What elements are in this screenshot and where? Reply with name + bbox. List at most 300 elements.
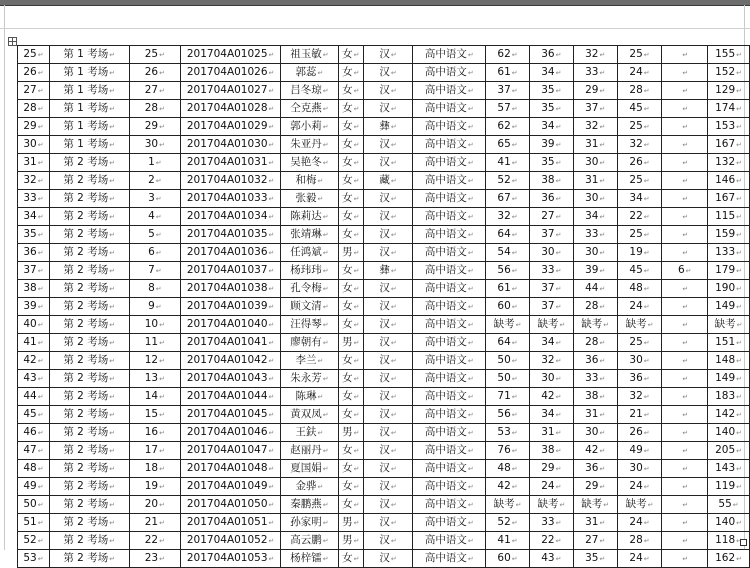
- total-cell[interactable]: 140 ↵: [708, 514, 750, 532]
- row-no-cell[interactable]: 50 ↵: [18, 496, 50, 514]
- exam-id-cell[interactable]: 201704A01048 ↵: [181, 460, 281, 478]
- score-1-cell[interactable]: 65 ↵: [486, 136, 530, 154]
- row-no-cell[interactable]: 47 ↵: [18, 442, 50, 460]
- exam-id-cell[interactable]: 201704A01030 ↵: [181, 136, 281, 154]
- score-1-cell[interactable]: 62 ↵: [486, 118, 530, 136]
- row-no-cell[interactable]: 26 ↵: [18, 64, 50, 82]
- exam-room-cell[interactable]: 第 2 考场 ↵: [49, 316, 129, 334]
- exam-id-cell[interactable]: 201704A01029 ↵: [181, 118, 281, 136]
- gender-cell[interactable]: 女 ↵: [338, 46, 363, 64]
- exam-room-cell[interactable]: 第 2 考场 ↵: [49, 244, 129, 262]
- ethnicity-cell[interactable]: 汉 ↵: [363, 298, 413, 316]
- gender-cell[interactable]: 女 ↵: [338, 550, 363, 568]
- gender-cell[interactable]: 女 ↵: [338, 100, 363, 118]
- bonus-cell[interactable]: [662, 334, 708, 352]
- seat-no-cell[interactable]: 4 ↵: [129, 208, 181, 226]
- subject-cell[interactable]: 高中语文 ↵: [413, 64, 486, 82]
- exam-id-cell[interactable]: 201704A01045 ↵: [181, 406, 281, 424]
- name-cell[interactable]: 高云鹏 ↵: [281, 532, 339, 550]
- gender-cell[interactable]: 男 ↵: [338, 532, 363, 550]
- gender-cell[interactable]: 女 ↵: [338, 136, 363, 154]
- total-cell[interactable]: 119 ↵: [708, 478, 750, 496]
- score-3-cell[interactable]: 缺考 ↵: [573, 316, 617, 334]
- ethnicity-cell[interactable]: 汉 ↵: [363, 226, 413, 244]
- subject-cell[interactable]: 高中语文 ↵: [413, 478, 486, 496]
- exam-id-cell[interactable]: 201704A01036 ↵: [181, 244, 281, 262]
- score-4-cell[interactable]: 34 ↵: [617, 190, 662, 208]
- score-2-cell[interactable]: 38 ↵: [529, 172, 573, 190]
- name-cell[interactable]: 杨玮玮 ↵: [281, 262, 339, 280]
- subject-cell[interactable]: 高中语文 ↵: [413, 262, 486, 280]
- score-2-cell[interactable]: 39 ↵: [529, 136, 573, 154]
- gender-cell[interactable]: 男 ↵: [338, 244, 363, 262]
- row-no-cell[interactable]: 39 ↵: [18, 298, 50, 316]
- exam-id-cell[interactable]: 201704A01051 ↵: [181, 514, 281, 532]
- score-2-cell[interactable]: 34 ↵: [529, 118, 573, 136]
- subject-cell[interactable]: 高中语文 ↵: [413, 244, 486, 262]
- name-cell[interactable]: 黄双凤 ↵: [281, 406, 339, 424]
- exam-id-cell[interactable]: 201704A01026 ↵: [181, 64, 281, 82]
- name-cell[interactable]: 任鸿斌 ↵: [281, 244, 339, 262]
- total-cell[interactable]: 151 ↵: [708, 334, 750, 352]
- seat-no-cell[interactable]: 20 ↵: [129, 496, 181, 514]
- total-cell[interactable]: 162 ↵: [708, 550, 750, 568]
- seat-no-cell[interactable]: 3 ↵: [129, 190, 181, 208]
- row-no-cell[interactable]: 49 ↵: [18, 478, 50, 496]
- score-3-cell[interactable]: 28 ↵: [573, 334, 617, 352]
- exam-room-cell[interactable]: 第 2 考场 ↵: [49, 514, 129, 532]
- seat-no-cell[interactable]: 18 ↵: [129, 460, 181, 478]
- ethnicity-cell[interactable]: 汉 ↵: [363, 244, 413, 262]
- ethnicity-cell[interactable]: 汉 ↵: [363, 190, 413, 208]
- bonus-cell[interactable]: [662, 424, 708, 442]
- score-1-cell[interactable]: 60 ↵: [486, 550, 530, 568]
- name-cell[interactable]: 吕冬琼 ↵: [281, 82, 339, 100]
- seat-no-cell[interactable]: 5 ↵: [129, 226, 181, 244]
- score-2-cell[interactable]: 缺考 ↵: [529, 316, 573, 334]
- score-2-cell[interactable]: 42 ↵: [529, 388, 573, 406]
- score-4-cell[interactable]: 30 ↵: [617, 352, 662, 370]
- total-cell[interactable]: 133 ↵: [708, 244, 750, 262]
- name-cell[interactable]: 张靖琳 ↵: [281, 226, 339, 244]
- name-cell[interactable]: 夏国娟 ↵: [281, 460, 339, 478]
- total-cell[interactable]: 129 ↵: [708, 82, 750, 100]
- name-cell[interactable]: 王鈇 ↵: [281, 424, 339, 442]
- score-3-cell[interactable]: 29 ↵: [573, 82, 617, 100]
- exam-room-cell[interactable]: 第 2 考场 ↵: [49, 424, 129, 442]
- seat-no-cell[interactable]: 22 ↵: [129, 532, 181, 550]
- score-2-cell[interactable]: 34 ↵: [529, 64, 573, 82]
- name-cell[interactable]: 吴艳冬 ↵: [281, 154, 339, 172]
- score-2-cell[interactable]: 37 ↵: [529, 298, 573, 316]
- exam-id-cell[interactable]: 201704A01033 ↵: [181, 190, 281, 208]
- ethnicity-cell[interactable]: 汉 ↵: [363, 352, 413, 370]
- total-cell[interactable]: 149 ↵: [708, 370, 750, 388]
- exam-id-cell[interactable]: 201704A01028 ↵: [181, 100, 281, 118]
- exam-room-cell[interactable]: 第 2 考场 ↵: [49, 460, 129, 478]
- gender-cell[interactable]: 女 ↵: [338, 82, 363, 100]
- score-3-cell[interactable]: 32 ↵: [573, 118, 617, 136]
- score-1-cell[interactable]: 52 ↵: [486, 514, 530, 532]
- ethnicity-cell[interactable]: 彝 ↵: [363, 262, 413, 280]
- gender-cell[interactable]: 女 ↵: [338, 208, 363, 226]
- seat-no-cell[interactable]: 11 ↵: [129, 334, 181, 352]
- row-no-cell[interactable]: 27 ↵: [18, 82, 50, 100]
- gender-cell[interactable]: 女 ↵: [338, 190, 363, 208]
- name-cell[interactable]: 郭蕊 ↵: [281, 64, 339, 82]
- score-4-cell[interactable]: 32 ↵: [617, 388, 662, 406]
- seat-no-cell[interactable]: 28 ↵: [129, 100, 181, 118]
- row-no-cell[interactable]: 31 ↵: [18, 154, 50, 172]
- score-3-cell[interactable]: 32 ↵: [573, 46, 617, 64]
- row-no-cell[interactable]: 46 ↵: [18, 424, 50, 442]
- score-3-cell[interactable]: 缺考 ↵: [573, 496, 617, 514]
- ethnicity-cell[interactable]: 汉 ↵: [363, 388, 413, 406]
- row-no-cell[interactable]: 42 ↵: [18, 352, 50, 370]
- ethnicity-cell[interactable]: 汉 ↵: [363, 82, 413, 100]
- total-cell[interactable]: 152 ↵: [708, 64, 750, 82]
- row-no-cell[interactable]: 38 ↵: [18, 280, 50, 298]
- bonus-cell[interactable]: [662, 496, 708, 514]
- row-no-cell[interactable]: 37 ↵: [18, 262, 50, 280]
- bonus-cell[interactable]: [662, 244, 708, 262]
- seat-no-cell[interactable]: 6 ↵: [129, 244, 181, 262]
- score-2-cell[interactable]: 34 ↵: [529, 406, 573, 424]
- score-4-cell[interactable]: 25 ↵: [617, 118, 662, 136]
- total-cell[interactable]: 115 ↵: [708, 208, 750, 226]
- score-2-cell[interactable]: 37 ↵: [529, 226, 573, 244]
- score-1-cell[interactable]: 61 ↵: [486, 280, 530, 298]
- score-3-cell[interactable]: 31 ↵: [573, 514, 617, 532]
- score-1-cell[interactable]: 64 ↵: [486, 334, 530, 352]
- subject-cell[interactable]: 高中语文 ↵: [413, 208, 486, 226]
- score-2-cell[interactable]: 33 ↵: [529, 262, 573, 280]
- score-1-cell[interactable]: 41 ↵: [486, 532, 530, 550]
- score-2-cell[interactable]: 30 ↵: [529, 244, 573, 262]
- seat-no-cell[interactable]: 2 ↵: [129, 172, 181, 190]
- score-2-cell[interactable]: 35 ↵: [529, 82, 573, 100]
- seat-no-cell[interactable]: 27 ↵: [129, 82, 181, 100]
- row-no-cell[interactable]: 36 ↵: [18, 244, 50, 262]
- name-cell[interactable]: 金骅 ↵: [281, 478, 339, 496]
- bonus-cell[interactable]: [662, 388, 708, 406]
- score-2-cell[interactable]: 29 ↵: [529, 460, 573, 478]
- subject-cell[interactable]: 高中语文 ↵: [413, 316, 486, 334]
- gender-cell[interactable]: 女 ↵: [338, 64, 363, 82]
- gender-cell[interactable]: 女 ↵: [338, 460, 363, 478]
- seat-no-cell[interactable]: 10 ↵: [129, 316, 181, 334]
- exam-room-cell[interactable]: 第 1 考场 ↵: [49, 82, 129, 100]
- ethnicity-cell[interactable]: 汉 ↵: [363, 334, 413, 352]
- name-cell[interactable]: 孙家明 ↵: [281, 514, 339, 532]
- gender-cell[interactable]: 女 ↵: [338, 316, 363, 334]
- exam-room-cell[interactable]: 第 2 考场 ↵: [49, 334, 129, 352]
- score-4-cell[interactable]: 24 ↵: [617, 550, 662, 568]
- name-cell[interactable]: 李兰 ↵: [281, 352, 339, 370]
- name-cell[interactable]: 和梅 ↵: [281, 172, 339, 190]
- score-4-cell[interactable]: 26 ↵: [617, 424, 662, 442]
- subject-cell[interactable]: 高中语文 ↵: [413, 172, 486, 190]
- score-1-cell[interactable]: 76 ↵: [486, 442, 530, 460]
- name-cell[interactable]: 廖朝有 ↵: [281, 334, 339, 352]
- score-1-cell[interactable]: 61 ↵: [486, 64, 530, 82]
- subject-cell[interactable]: 高中语文 ↵: [413, 442, 486, 460]
- exam-id-cell[interactable]: 201704A01037 ↵: [181, 262, 281, 280]
- total-cell[interactable]: 167 ↵: [708, 190, 750, 208]
- score-2-cell[interactable]: 32 ↵: [529, 352, 573, 370]
- name-cell[interactable]: 陈莉达 ↵: [281, 208, 339, 226]
- row-no-cell[interactable]: 32 ↵: [18, 172, 50, 190]
- row-no-cell[interactable]: 41 ↵: [18, 334, 50, 352]
- ethnicity-cell[interactable]: 汉 ↵: [363, 532, 413, 550]
- ethnicity-cell[interactable]: 汉 ↵: [363, 460, 413, 478]
- name-cell[interactable]: 汪得琴 ↵: [281, 316, 339, 334]
- score-4-cell[interactable]: 25 ↵: [617, 334, 662, 352]
- subject-cell[interactable]: 高中语文 ↵: [413, 424, 486, 442]
- score-1-cell[interactable]: 41 ↵: [486, 154, 530, 172]
- score-1-cell[interactable]: 67 ↵: [486, 190, 530, 208]
- score-3-cell[interactable]: 39 ↵: [573, 262, 617, 280]
- ethnicity-cell[interactable]: 汉 ↵: [363, 370, 413, 388]
- row-no-cell[interactable]: 48 ↵: [18, 460, 50, 478]
- exam-id-cell[interactable]: 201704A01039 ↵: [181, 298, 281, 316]
- subject-cell[interactable]: 高中语文 ↵: [413, 388, 486, 406]
- score-3-cell[interactable]: 42 ↵: [573, 442, 617, 460]
- total-cell[interactable]: 140 ↵: [708, 424, 750, 442]
- score-4-cell[interactable]: 48 ↵: [617, 280, 662, 298]
- exam-id-cell[interactable]: 201704A01043 ↵: [181, 370, 281, 388]
- score-1-cell[interactable]: 50 ↵: [486, 352, 530, 370]
- score-4-cell[interactable]: 25 ↵: [617, 226, 662, 244]
- score-3-cell[interactable]: 30 ↵: [573, 424, 617, 442]
- subject-cell[interactable]: 高中语文 ↵: [413, 406, 486, 424]
- score-4-cell[interactable]: 25 ↵: [617, 46, 662, 64]
- name-cell[interactable]: 陈琳 ↵: [281, 388, 339, 406]
- score-1-cell[interactable]: 71 ↵: [486, 388, 530, 406]
- exam-id-cell[interactable]: 201704A01047 ↵: [181, 442, 281, 460]
- score-2-cell[interactable]: 27 ↵: [529, 208, 573, 226]
- exam-id-cell[interactable]: 201704A01027 ↵: [181, 82, 281, 100]
- seat-no-cell[interactable]: 23 ↵: [129, 550, 181, 568]
- subject-cell[interactable]: 高中语文 ↵: [413, 46, 486, 64]
- ethnicity-cell[interactable]: 汉 ↵: [363, 100, 413, 118]
- exam-room-cell[interactable]: 第 2 考场 ↵: [49, 226, 129, 244]
- score-4-cell[interactable]: 28 ↵: [617, 82, 662, 100]
- seat-no-cell[interactable]: 13 ↵: [129, 370, 181, 388]
- gender-cell[interactable]: 女 ↵: [338, 226, 363, 244]
- exam-id-cell[interactable]: 201704A01041 ↵: [181, 334, 281, 352]
- bonus-cell[interactable]: [662, 532, 708, 550]
- score-1-cell[interactable]: 37 ↵: [486, 82, 530, 100]
- ethnicity-cell[interactable]: 汉 ↵: [363, 64, 413, 82]
- score-4-cell[interactable]: 49 ↵: [617, 442, 662, 460]
- exam-id-cell[interactable]: 201704A01052 ↵: [181, 532, 281, 550]
- total-cell[interactable]: 143 ↵: [708, 460, 750, 478]
- bonus-cell[interactable]: [662, 118, 708, 136]
- total-cell[interactable]: 183 ↵: [708, 388, 750, 406]
- score-2-cell[interactable]: 24 ↵: [529, 478, 573, 496]
- bonus-cell[interactable]: [662, 352, 708, 370]
- total-cell[interactable]: 缺考 ↵: [708, 316, 750, 334]
- score-3-cell[interactable]: 29 ↵: [573, 478, 617, 496]
- row-no-cell[interactable]: 53 ↵: [18, 550, 50, 568]
- score-2-cell[interactable]: 33 ↵: [529, 514, 573, 532]
- exam-id-cell[interactable]: 201704A01053 ↵: [181, 550, 281, 568]
- score-4-cell[interactable]: 45 ↵: [617, 100, 662, 118]
- ethnicity-cell[interactable]: 汉 ↵: [363, 154, 413, 172]
- ethnicity-cell[interactable]: 汉 ↵: [363, 478, 413, 496]
- bonus-cell[interactable]: [662, 172, 708, 190]
- gender-cell[interactable]: 女 ↵: [338, 280, 363, 298]
- exam-room-cell[interactable]: 第 2 考场 ↵: [49, 172, 129, 190]
- total-cell[interactable]: 55 ↵: [708, 496, 750, 514]
- bonus-cell[interactable]: [662, 406, 708, 424]
- bonus-cell[interactable]: [662, 64, 708, 82]
- score-2-cell[interactable]: 22 ↵: [529, 532, 573, 550]
- exam-room-cell[interactable]: 第 2 考场 ↵: [49, 388, 129, 406]
- score-3-cell[interactable]: 30 ↵: [573, 154, 617, 172]
- score-3-cell[interactable]: 28 ↵: [573, 298, 617, 316]
- name-cell[interactable]: 朱永芳 ↵: [281, 370, 339, 388]
- score-1-cell[interactable]: 52 ↵: [486, 172, 530, 190]
- ethnicity-cell[interactable]: 汉 ↵: [363, 424, 413, 442]
- score-4-cell[interactable]: 32 ↵: [617, 136, 662, 154]
- total-cell[interactable]: 149 ↵: [708, 298, 750, 316]
- row-no-cell[interactable]: 52 ↵: [18, 532, 50, 550]
- subject-cell[interactable]: 高中语文 ↵: [413, 118, 486, 136]
- exam-room-cell[interactable]: 第 2 考场 ↵: [49, 208, 129, 226]
- score-2-cell[interactable]: 31 ↵: [529, 424, 573, 442]
- score-1-cell[interactable]: 62 ↵: [486, 46, 530, 64]
- exam-room-cell[interactable]: 第 2 考场 ↵: [49, 406, 129, 424]
- score-1-cell[interactable]: 54 ↵: [486, 244, 530, 262]
- seat-no-cell[interactable]: 25 ↵: [129, 46, 181, 64]
- gender-cell[interactable]: 女 ↵: [338, 172, 363, 190]
- score-1-cell[interactable]: 56 ↵: [486, 406, 530, 424]
- ethnicity-cell[interactable]: 汉 ↵: [363, 442, 413, 460]
- total-cell[interactable]: 118 ↵: [708, 532, 750, 550]
- name-cell[interactable]: 郭小莉 ↵: [281, 118, 339, 136]
- row-no-cell[interactable]: 30 ↵: [18, 136, 50, 154]
- gender-cell[interactable]: 女 ↵: [338, 496, 363, 514]
- score-4-cell[interactable]: 24 ↵: [617, 64, 662, 82]
- total-cell[interactable]: 148 ↵: [708, 352, 750, 370]
- gender-cell[interactable]: 男 ↵: [338, 514, 363, 532]
- score-3-cell[interactable]: 36 ↵: [573, 460, 617, 478]
- score-3-cell[interactable]: 35 ↵: [573, 550, 617, 568]
- subject-cell[interactable]: 高中语文 ↵: [413, 154, 486, 172]
- subject-cell[interactable]: 高中语文 ↵: [413, 514, 486, 532]
- gender-cell[interactable]: 男 ↵: [338, 334, 363, 352]
- score-3-cell[interactable]: 31 ↵: [573, 172, 617, 190]
- row-no-cell[interactable]: 51 ↵: [18, 514, 50, 532]
- bonus-cell[interactable]: [662, 478, 708, 496]
- gender-cell[interactable]: 男 ↵: [338, 424, 363, 442]
- bonus-cell[interactable]: [662, 442, 708, 460]
- bonus-cell[interactable]: [662, 280, 708, 298]
- exam-id-cell[interactable]: 201704A01031 ↵: [181, 154, 281, 172]
- score-2-cell[interactable]: 缺考 ↵: [529, 496, 573, 514]
- name-cell[interactable]: 杨梓镭 ↵: [281, 550, 339, 568]
- seat-no-cell[interactable]: 12 ↵: [129, 352, 181, 370]
- ethnicity-cell[interactable]: 藏 ↵: [363, 172, 413, 190]
- score-4-cell[interactable]: 缺考 ↵: [617, 316, 662, 334]
- score-3-cell[interactable]: 38 ↵: [573, 388, 617, 406]
- score-4-cell[interactable]: 21 ↵: [617, 406, 662, 424]
- total-cell[interactable]: 146 ↵: [708, 172, 750, 190]
- total-cell[interactable]: 159 ↵: [708, 226, 750, 244]
- score-3-cell[interactable]: 31 ↵: [573, 406, 617, 424]
- score-2-cell[interactable]: 35 ↵: [529, 100, 573, 118]
- exam-id-cell[interactable]: 201704A01046 ↵: [181, 424, 281, 442]
- seat-no-cell[interactable]: 9 ↵: [129, 298, 181, 316]
- score-3-cell[interactable]: 31 ↵: [573, 136, 617, 154]
- exam-room-cell[interactable]: 第 1 考场 ↵: [49, 46, 129, 64]
- exam-room-cell[interactable]: 第 2 考场 ↵: [49, 550, 129, 568]
- exam-room-cell[interactable]: 第 2 考场 ↵: [49, 280, 129, 298]
- score-3-cell[interactable]: 27 ↵: [573, 532, 617, 550]
- seat-no-cell[interactable]: 15 ↵: [129, 406, 181, 424]
- name-cell[interactable]: 赵丽丹 ↵: [281, 442, 339, 460]
- score-2-cell[interactable]: 34 ↵: [529, 334, 573, 352]
- table-move-handle-icon[interactable]: [8, 37, 17, 46]
- score-3-cell[interactable]: 30 ↵: [573, 244, 617, 262]
- score-3-cell[interactable]: 33 ↵: [573, 370, 617, 388]
- seat-no-cell[interactable]: 21 ↵: [129, 514, 181, 532]
- bonus-cell[interactable]: [662, 226, 708, 244]
- exam-id-cell[interactable]: 201704A01044 ↵: [181, 388, 281, 406]
- row-no-cell[interactable]: 45 ↵: [18, 406, 50, 424]
- gender-cell[interactable]: 女 ↵: [338, 118, 363, 136]
- total-cell[interactable]: 132 ↵: [708, 154, 750, 172]
- total-cell[interactable]: 153 ↵: [708, 118, 750, 136]
- subject-cell[interactable]: 高中语文 ↵: [413, 226, 486, 244]
- exam-room-cell[interactable]: 第 2 考场 ↵: [49, 496, 129, 514]
- name-cell[interactable]: 顾文清 ↵: [281, 298, 339, 316]
- score-4-cell[interactable]: 缺考 ↵: [617, 496, 662, 514]
- gender-cell[interactable]: 女 ↵: [338, 298, 363, 316]
- bonus-cell[interactable]: 6 ↵: [662, 262, 708, 280]
- bonus-cell[interactable]: [662, 46, 708, 64]
- exam-room-cell[interactable]: 第 2 考场 ↵: [49, 352, 129, 370]
- seat-no-cell[interactable]: 17 ↵: [129, 442, 181, 460]
- seat-no-cell[interactable]: 29 ↵: [129, 118, 181, 136]
- subject-cell[interactable]: 高中语文 ↵: [413, 136, 486, 154]
- row-no-cell[interactable]: 43 ↵: [18, 370, 50, 388]
- score-3-cell[interactable]: 37 ↵: [573, 100, 617, 118]
- score-3-cell[interactable]: 33 ↵: [573, 226, 617, 244]
- bonus-cell[interactable]: [662, 460, 708, 478]
- exam-id-cell[interactable]: 201704A01040 ↵: [181, 316, 281, 334]
- seat-no-cell[interactable]: 8 ↵: [129, 280, 181, 298]
- exam-room-cell[interactable]: 第 2 考场 ↵: [49, 478, 129, 496]
- score-1-cell[interactable]: 64 ↵: [486, 226, 530, 244]
- score-1-cell[interactable]: 50 ↵: [486, 370, 530, 388]
- score-2-cell[interactable]: 36 ↵: [529, 46, 573, 64]
- score-2-cell[interactable]: 43 ↵: [529, 550, 573, 568]
- subject-cell[interactable]: 高中语文 ↵: [413, 460, 486, 478]
- bonus-cell[interactable]: [662, 82, 708, 100]
- score-4-cell[interactable]: 19 ↵: [617, 244, 662, 262]
- total-cell[interactable]: 142 ↵: [708, 406, 750, 424]
- exam-room-cell[interactable]: 第 1 考场 ↵: [49, 64, 129, 82]
- subject-cell[interactable]: 高中语文 ↵: [413, 352, 486, 370]
- exam-room-cell[interactable]: 第 2 考场 ↵: [49, 298, 129, 316]
- total-cell[interactable]: 205 ↵: [708, 442, 750, 460]
- score-4-cell[interactable]: 28 ↵: [617, 532, 662, 550]
- seat-no-cell[interactable]: 14 ↵: [129, 388, 181, 406]
- name-cell[interactable]: 仝克燕 ↵: [281, 100, 339, 118]
